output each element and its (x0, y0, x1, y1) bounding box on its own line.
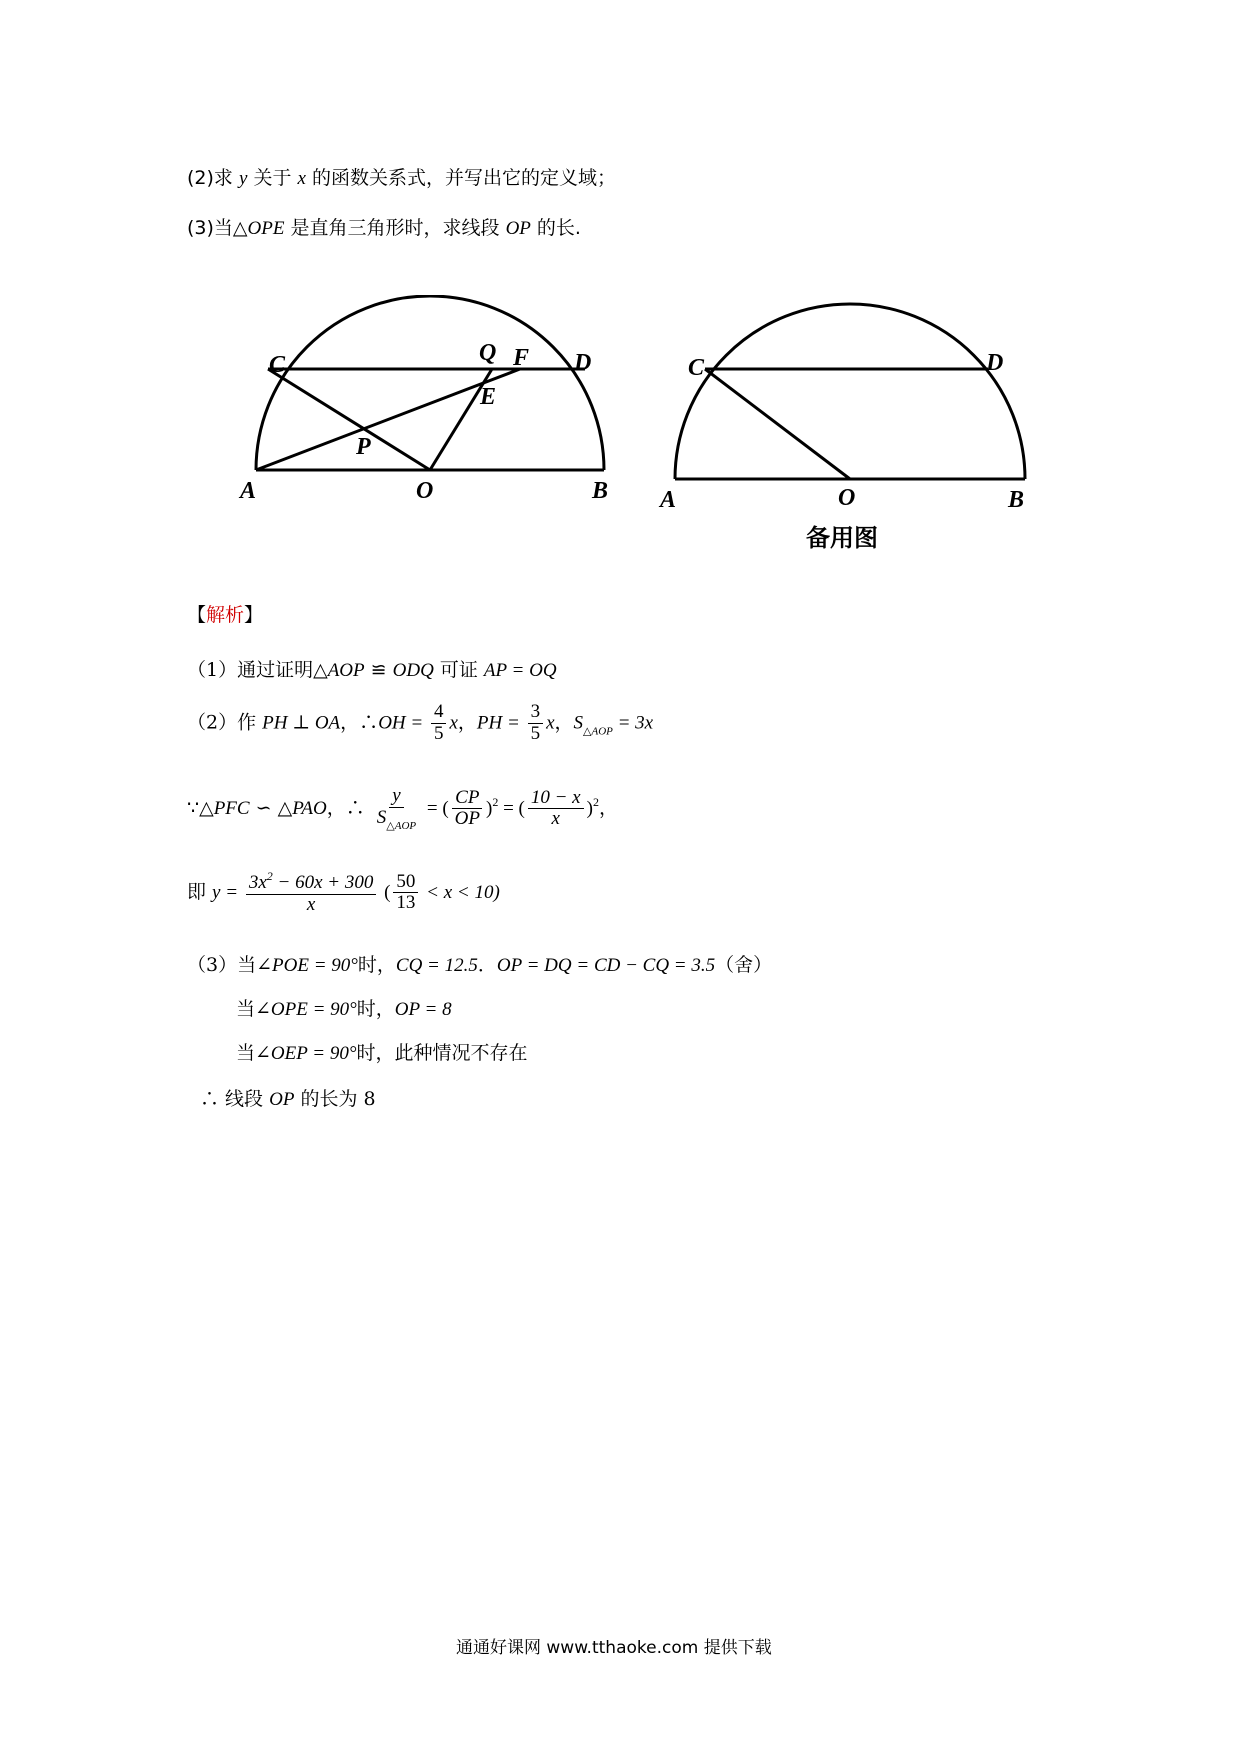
figure-caption: 备用图 (806, 524, 878, 552)
label-b-2: B (1008, 487, 1025, 513)
fraction-function: $\frac{3x^2 - 60x + 300}{x}$ (246, 870, 377, 916)
solution-part-2: （2）作 PH ⊥ OA，∴OH = $\frac{4}{5}$ x，PH = $\frac{3}{5}$ x，$S_{\triangle AOP} = 3x$ (187, 701, 654, 744)
label-f-1: F (513, 345, 530, 371)
fraction-cp-op: $\frac{CP}{OP}$ (452, 788, 483, 831)
fraction-4-5: $\frac{4}{5}$ (431, 702, 447, 745)
fraction-3-5: $\frac{3}{5}$ (528, 702, 544, 745)
label-o-1: O (416, 478, 434, 504)
question-3: (3)当△OPE 是直角三角形时，求线段 OP 的长. (187, 217, 581, 239)
semicircle-arc (256, 296, 604, 470)
label-a-1: A (240, 478, 257, 504)
label-c-2: C (688, 355, 705, 381)
label-e-1: E (480, 384, 497, 410)
question-2: (2)求 y 关于 x 的函数关系式，并写出它的定义域； (187, 167, 616, 189)
fraction-10-minus-x: $\frac{10 - x}{x}$ (528, 788, 584, 831)
solution-part-3-case-3: 当∠OEP = 90°时，此种情况不存在 (236, 1042, 528, 1064)
fraction-y-over-s: $\frac{y}{S_{\triangle AOP}}$ (376, 785, 417, 832)
label-b-1: B (592, 478, 609, 504)
label-a-2: A (660, 487, 677, 513)
page-footer: 通通好课网 www.tthaoke.com 提供下载 (456, 1638, 772, 1658)
solution-conclusion: ∴ 线段 OP 的长为 8 (200, 1088, 376, 1110)
solution-part-3-case-2: 当∠OPE = 90°时，OP = 8 (236, 998, 452, 1020)
segment-co (705, 369, 850, 479)
label-c-1: C (269, 352, 286, 378)
label-o-2: O (838, 485, 856, 511)
solution-part-3-case-1: （3）当∠POE = 90°时，CQ = 12.5．OP = DQ = CD − CQ = 3.5（舍） (187, 954, 773, 976)
solution-part-2-result: 即 y = $\frac{3x^2 - 60x + 300}{x}$ ( $\frac{50}{13}$ < x < 10) (187, 869, 500, 915)
solution-header: 【解析】 (187, 604, 264, 626)
label-d-2: D (986, 350, 1004, 376)
solution-part-2-similarity: ∵△PFC ∽ △PAO，∴ $\frac{y}{S_{\triangle AOP}}$ = ( $\frac{CP}{OP}$ )$^2$ = ( $\frac{10 - x}{x}$ )$^2$， (187, 785, 618, 832)
figure-backup (660, 295, 1040, 515)
solution-part-1: （1）通过证明△AOP ≌ ODQ 可证 AP = OQ (187, 659, 557, 681)
semicircle-arc (675, 304, 1025, 479)
fraction-50-13: $\frac{50}{13}$ (393, 872, 418, 915)
label-q-1: Q (479, 340, 497, 366)
label-d-1: D (574, 350, 592, 376)
label-p-1: P (356, 434, 371, 460)
